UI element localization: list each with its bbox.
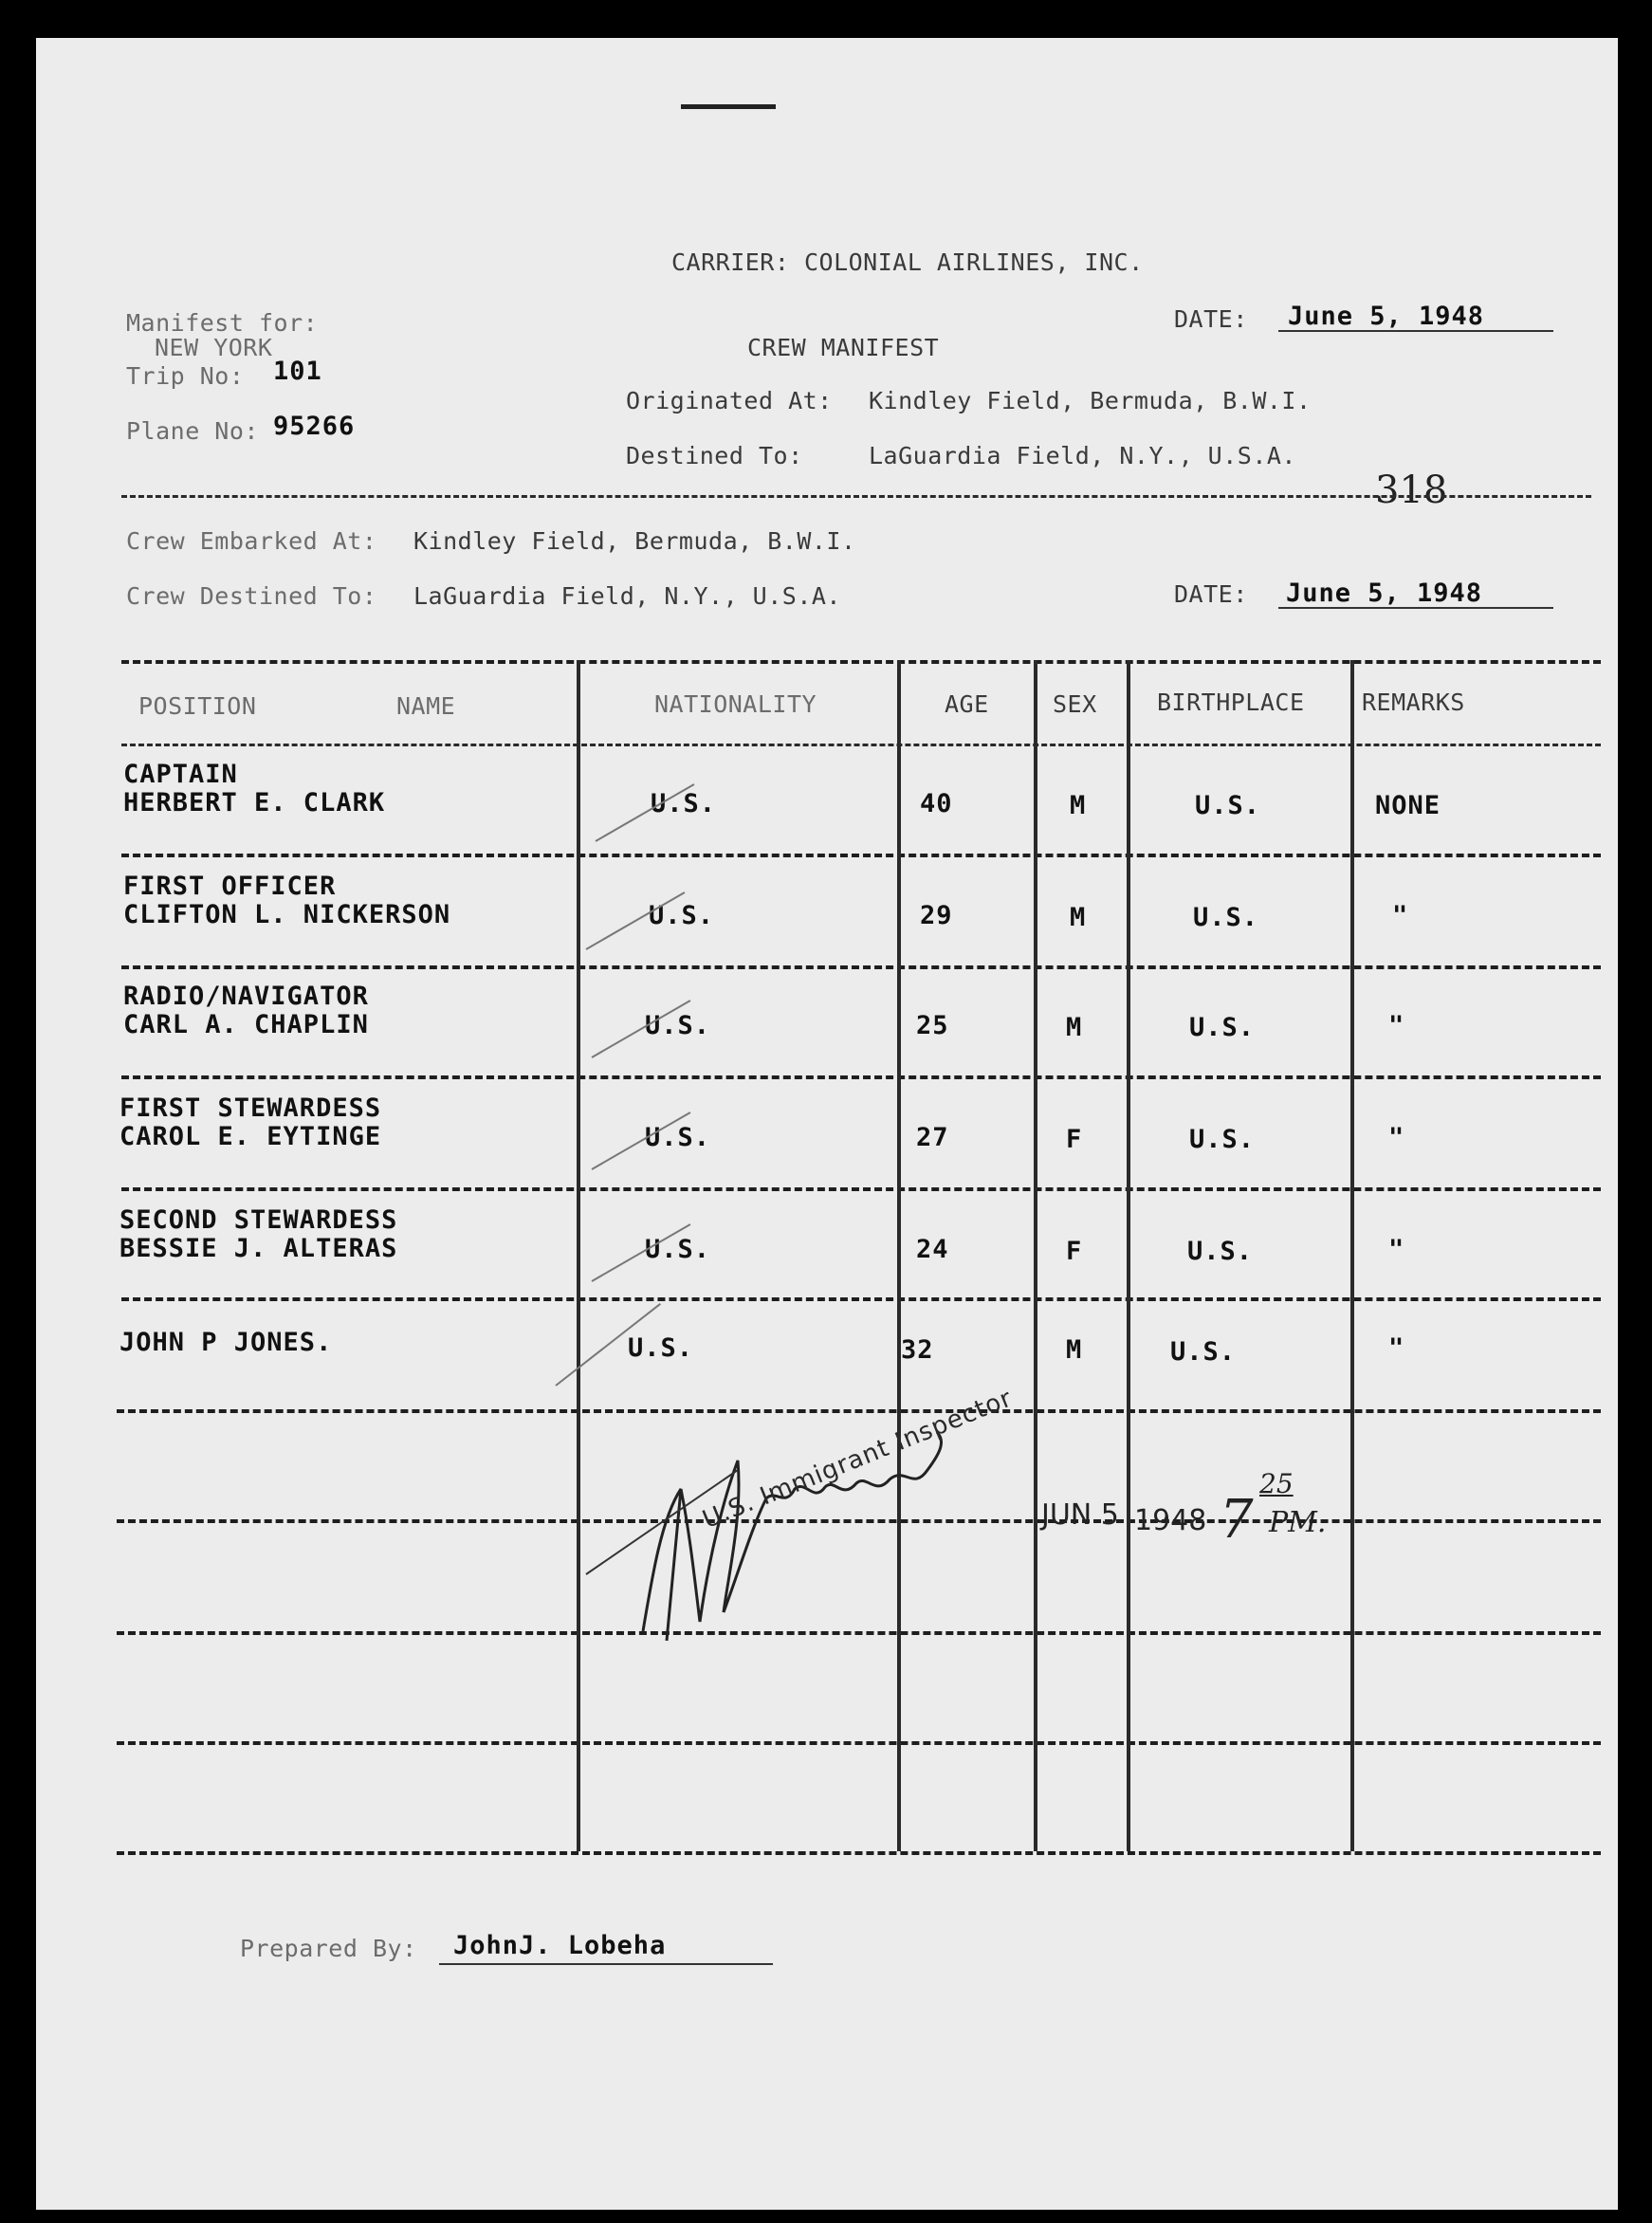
header-nationality: NATIONALITY xyxy=(654,690,817,718)
table-row-sex: M xyxy=(1070,791,1087,820)
table-row-nationality: U.S. xyxy=(645,1123,711,1152)
destined-value: LaGuardia Field, N.Y., U.S.A. xyxy=(869,442,1296,469)
table-row-nationality: U.S. xyxy=(628,1333,694,1363)
stamp-time-minutes: 25 xyxy=(1259,1468,1294,1499)
table-row-name: HERBERT E. CLARK xyxy=(123,788,386,818)
originated-value: Kindley Field, Bermuda, B.W.I. xyxy=(869,387,1312,414)
manifest-page xyxy=(36,38,1618,2210)
table-row-remarks: " xyxy=(1388,1011,1405,1040)
table-row-position: FIRST OFFICER xyxy=(123,872,337,901)
trip-label: Trip No: xyxy=(126,362,245,390)
top-rule-mark xyxy=(681,104,776,109)
table-row-nationality: U.S. xyxy=(651,789,717,818)
originated-label: Originated At: xyxy=(626,387,833,414)
trip-value: 101 xyxy=(273,357,322,386)
header-sex: SEX xyxy=(1053,690,1097,718)
table-row-nationality: U.S. xyxy=(645,1011,711,1040)
table-row-position: FIRST STEWARDESS xyxy=(119,1093,382,1123)
table-row-remarks: NONE xyxy=(1375,791,1441,820)
stamp-time-suffix: PM. xyxy=(1269,1506,1327,1539)
table-row-name: BESSIE J. ALTERAS xyxy=(119,1234,398,1263)
table-row-position: RADIO/NAVIGATOR xyxy=(123,982,369,1011)
table-row-remarks: " xyxy=(1392,901,1409,930)
stamp-time-hour: 7 xyxy=(1220,1489,1254,1551)
table-row-sex: F xyxy=(1066,1237,1083,1266)
table-row-sex: M xyxy=(1066,1013,1083,1042)
crew-date-value: June 5, 1948 xyxy=(1286,579,1483,608)
crew-date-label: DATE: xyxy=(1174,580,1248,608)
stamp-date: JUN 5 xyxy=(1041,1498,1119,1532)
table-row-remarks: " xyxy=(1388,1123,1405,1152)
crew-embarked-value: Kindley Field, Bermuda, B.W.I. xyxy=(413,527,856,555)
table-row-age: 27 xyxy=(916,1123,949,1152)
stamp-text: U.S. Immigrant Inspector xyxy=(698,1384,1017,1534)
table-row-sex: M xyxy=(1066,1335,1083,1365)
table-row-name: JOHN P JONES. xyxy=(119,1328,333,1357)
plane-label: Plane No: xyxy=(126,417,259,445)
crew-destined-value: LaGuardia Field, N.Y., U.S.A. xyxy=(413,582,841,610)
table-row-birthplace: U.S. xyxy=(1193,903,1259,932)
stamp-year: 1948 xyxy=(1134,1504,1207,1537)
manifest-for-label: Manifest for: xyxy=(126,309,319,337)
prepared-by-label: Prepared By: xyxy=(240,1935,417,1962)
table-row-name: CLIFTON L. NICKERSON xyxy=(123,900,451,929)
date-label: DATE: xyxy=(1174,305,1248,333)
manifest-for-value: NEW YORK xyxy=(155,334,273,361)
table-row-age: 40 xyxy=(920,789,953,818)
header-age: AGE xyxy=(945,690,989,718)
table-row-name: CARL A. CHAPLIN xyxy=(123,1010,369,1039)
table-row-position: SECOND STEWARDESS xyxy=(119,1205,398,1235)
table-row-birthplace: U.S. xyxy=(1195,791,1261,820)
table-row-age: 25 xyxy=(916,1011,949,1040)
date-value: June 5, 1948 xyxy=(1288,302,1485,331)
header-birthplace: BIRTHPLACE xyxy=(1157,689,1305,716)
table-row-nationality: U.S. xyxy=(649,901,715,930)
table-row-remarks: " xyxy=(1388,1235,1405,1264)
table-row-remarks: " xyxy=(1388,1333,1405,1363)
table-row-nationality: U.S. xyxy=(645,1235,711,1264)
crew-destined-label: Crew Destined To: xyxy=(126,582,377,610)
table-row-birthplace: U.S. xyxy=(1187,1237,1254,1266)
header-name: NAME xyxy=(396,692,456,720)
crew-manifest-title: CREW MANIFEST xyxy=(747,334,940,361)
prepared-by-value: JohnJ. Lobeha xyxy=(453,1931,667,1960)
table-row-age: 24 xyxy=(916,1235,949,1264)
table-row-birthplace: U.S. xyxy=(1170,1337,1237,1367)
header-position: POSITION xyxy=(138,692,257,720)
table-row-age: 32 xyxy=(901,1335,934,1365)
table-row-sex: F xyxy=(1066,1125,1083,1154)
table-row-name: CAROL E. EYTINGE xyxy=(119,1122,382,1151)
table-row-birthplace: U.S. xyxy=(1189,1125,1256,1154)
table-row-position: CAPTAIN xyxy=(123,760,238,789)
plane-value: 95266 xyxy=(273,412,356,441)
crew-embarked-label: Crew Embarked At: xyxy=(126,527,377,555)
carrier-line: CARRIER: COLONIAL AIRLINES, INC. xyxy=(671,248,1144,276)
handwritten-number: 318 xyxy=(1375,468,1448,512)
table-row-birthplace: U.S. xyxy=(1189,1013,1256,1042)
table-row-sex: M xyxy=(1070,903,1087,932)
header-remarks: REMARKS xyxy=(1362,689,1465,716)
destined-label: Destined To: xyxy=(626,442,803,469)
table-row-age: 29 xyxy=(920,901,953,930)
